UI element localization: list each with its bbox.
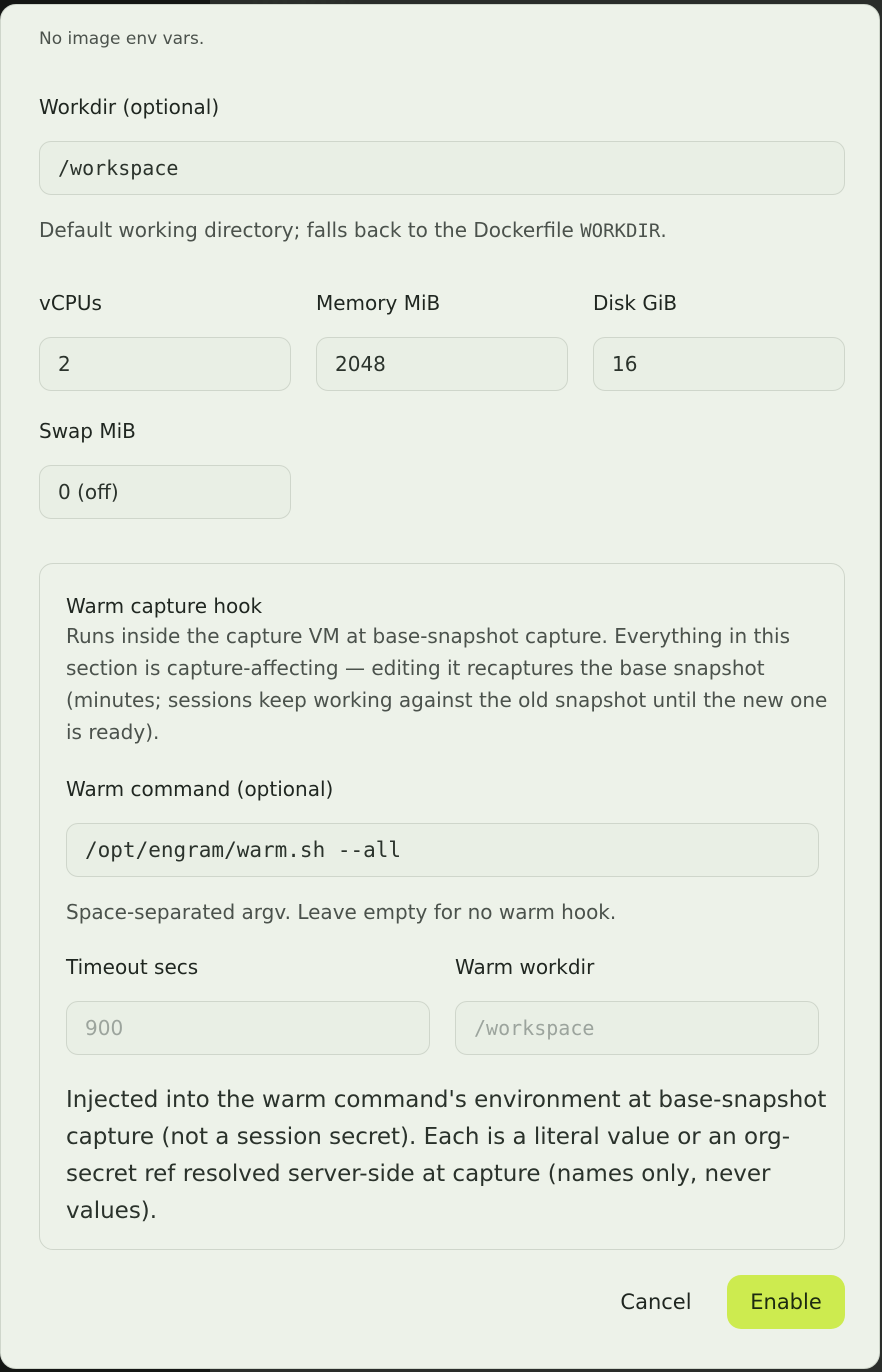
workdir-hint-suffix: . [660,218,667,242]
workdir-hint [39,218,667,242]
warm-command-value: /opt/engram/warm.sh --all [85,838,402,862]
warm-command-label: Warm command (optional) [66,777,334,801]
vcpus-label: vCPUs [39,291,102,315]
env-vars-empty-message: No image env vars. [39,29,205,49]
memory-input[interactable] [316,337,568,391]
disk-input[interactable] [593,337,845,391]
warm-env-note [66,1082,836,1230]
workdir-hint-code: WORKDIR [580,220,661,242]
warm-hook-description-line: is ready). [66,720,160,744]
warm-env-note-line: values). [66,1198,158,1224]
vcpus-input[interactable] [39,337,291,391]
workdir-hint-text: Default working directory; falls back to the Dockerfile [39,218,581,242]
enable-button[interactable]: Enable [727,1275,845,1329]
swap-label: Swap MiB [39,419,136,443]
warm-env-note-line: Injected into the warm command's environment at base-snapshot [66,1087,827,1113]
warm-command-input[interactable] [66,823,819,877]
disk-label: Disk GiB [593,291,678,315]
warm-workdir-label: Warm workdir [455,955,595,979]
enable-image-modal [0,4,880,1369]
warm-workdir-placeholder: /workspace [474,1016,595,1040]
memory-value: 2048 [335,352,386,376]
warm-hook-title: Warm capture hook [66,594,263,618]
timeout-label: Timeout secs [66,955,199,979]
vcpus-value: 2 [58,352,71,376]
workdir-input[interactable] [39,141,845,195]
warm-command-hint: Space-separated argv. Leave empty for no warm hook. [66,900,617,924]
memory-label: Memory MiB [316,291,441,315]
workdir-label: Workdir (optional) [39,95,220,119]
disk-value: 16 [612,352,638,376]
workdir-value: /workspace [58,156,179,180]
warm-hook-description-line: Runs inside the capture VM at base-snapshot capture. Everything in this [66,624,790,648]
swap-input[interactable] [39,465,291,519]
warm-env-note-line: capture (not a session secret). Each is a literal value or an org- [66,1124,791,1150]
warm-hook-description-line: (minutes; sessions keep working against the old snapshot until the new one [66,688,828,712]
timeout-input[interactable] [66,1001,430,1055]
warm-hook-section [39,563,845,1250]
warm-hook-description [66,620,836,748]
warm-workdir-input[interactable] [455,1001,819,1055]
cancel-button[interactable]: Cancel [620,1290,692,1314]
swap-value: 0 (off) [58,480,119,504]
warm-hook-description-line: section is capture-affecting — editing it recaptures the base snapshot [66,656,765,680]
timeout-placeholder: 900 [85,1016,124,1040]
warm-env-note-line: secret ref resolved server-side at capture (names only, never [66,1161,771,1187]
